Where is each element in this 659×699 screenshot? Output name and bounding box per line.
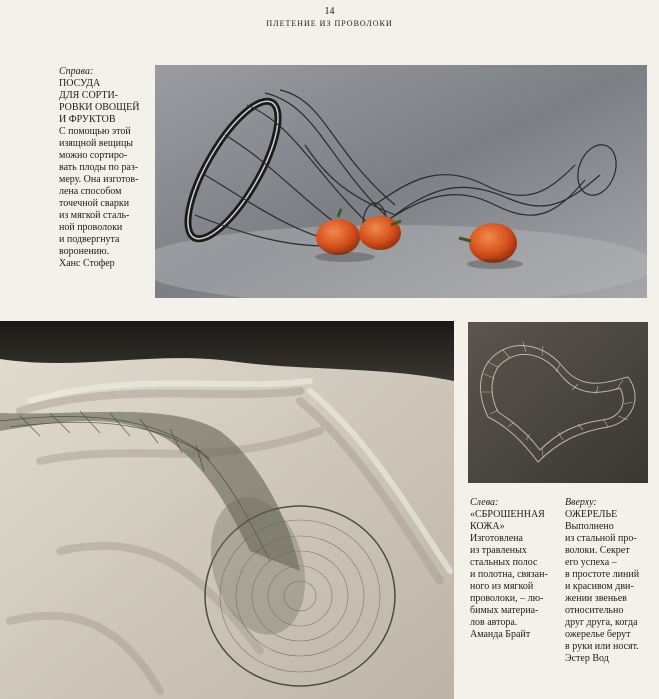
caption-sorter-body-line: ной проволоки: [59, 222, 123, 233]
caption-sorter-body-line: воронению.: [59, 246, 110, 257]
caption-necklace-body-line: в руки или носят.: [565, 641, 639, 652]
caption-necklace-body-line: Выполнено: [565, 521, 614, 532]
caption-shed-skin: [470, 497, 558, 641]
caption-necklace-label: Вверху:: [565, 497, 597, 508]
caption-sorter-author: Ханс Стофер: [59, 258, 115, 269]
caption-sorter-body-line: изящной вещицы: [59, 138, 134, 149]
caption-sorter-title-line: ПОСУДА: [59, 78, 101, 89]
caption-shed-skin-label: Слева:: [470, 497, 499, 508]
caption-necklace-body-line: из стальной про-: [565, 533, 637, 544]
caption-sorter-title-line: РОВКИ ОВОЩЕЙ: [59, 102, 140, 113]
caption-shed-skin-body-line: лов автора.: [470, 617, 518, 628]
caption-sorter-title-line: И ФРУКТОВ: [59, 114, 116, 125]
photo-wire-sorter: [155, 65, 647, 298]
caption-sorter-title-line: ДЛЯ СОРТИ-: [59, 90, 119, 101]
caption-shed-skin-body-line: бимых материа-: [470, 605, 539, 616]
caption-sorter: [59, 66, 151, 270]
caption-necklace-body-line: его успеха –: [565, 557, 617, 568]
caption-sorter-body-line: лена способом: [59, 186, 122, 197]
caption-sorter-body-line: можно сортиро-: [59, 150, 128, 161]
caption-shed-skin-body-line: стальных полос: [470, 557, 538, 568]
caption-sorter-body-line: из мягкой сталь-: [59, 210, 130, 221]
caption-sorter-body-line: и подвергнута: [59, 234, 120, 245]
caption-necklace-author: Эстер Вод: [565, 653, 609, 664]
caption-necklace-body-line: волоки. Секрет: [565, 545, 630, 556]
caption-necklace: [565, 497, 657, 665]
caption-sorter-label: Справа:: [59, 66, 94, 77]
caption-shed-skin-body-line: из травленых: [470, 545, 527, 556]
caption-necklace-body-line: жении звеньев: [565, 593, 627, 604]
caption-necklace-body-line: относительно: [565, 605, 624, 616]
running-title: ПЛЕТЕНИЕ ИЗ ПРОВОЛОКИ: [266, 19, 393, 28]
caption-necklace-body-line: и красивом дви-: [565, 581, 634, 592]
caption-sorter-body-line: С помощью этой: [59, 126, 131, 137]
caption-shed-skin-body-line: Изготовлена: [470, 533, 523, 544]
caption-necklace-body-line: в простоте линий: [565, 569, 640, 580]
caption-shed-skin-body-line: ного из мягкой: [470, 581, 534, 592]
page-number: 14: [324, 6, 335, 17]
photo-necklace: [468, 322, 648, 483]
caption-necklace-body-line: ожерелье берут: [565, 629, 631, 640]
page-header: [0, 6, 659, 29]
caption-necklace-title-line: ОЖЕРЕЛЬЕ: [565, 509, 618, 520]
caption-shed-skin-title-line: КОЖА»: [470, 521, 505, 532]
caption-shed-skin-author: Аманда Брайт: [470, 629, 531, 640]
photo-shed-skin: [0, 321, 454, 699]
caption-necklace-body-line: друг друга, когда: [565, 617, 638, 628]
caption-shed-skin-title-line: «СБРОШЕННАЯ: [470, 509, 545, 520]
caption-shed-skin-body-line: и полотна, связан-: [470, 569, 548, 580]
caption-sorter-body-line: меру. Она изготов-: [59, 174, 139, 185]
caption-sorter-body-line: точечной сварки: [59, 198, 130, 209]
caption-shed-skin-body-line: проволоки, – лю-: [470, 593, 544, 604]
caption-sorter-body-line: вать плоды по раз-: [59, 162, 139, 173]
